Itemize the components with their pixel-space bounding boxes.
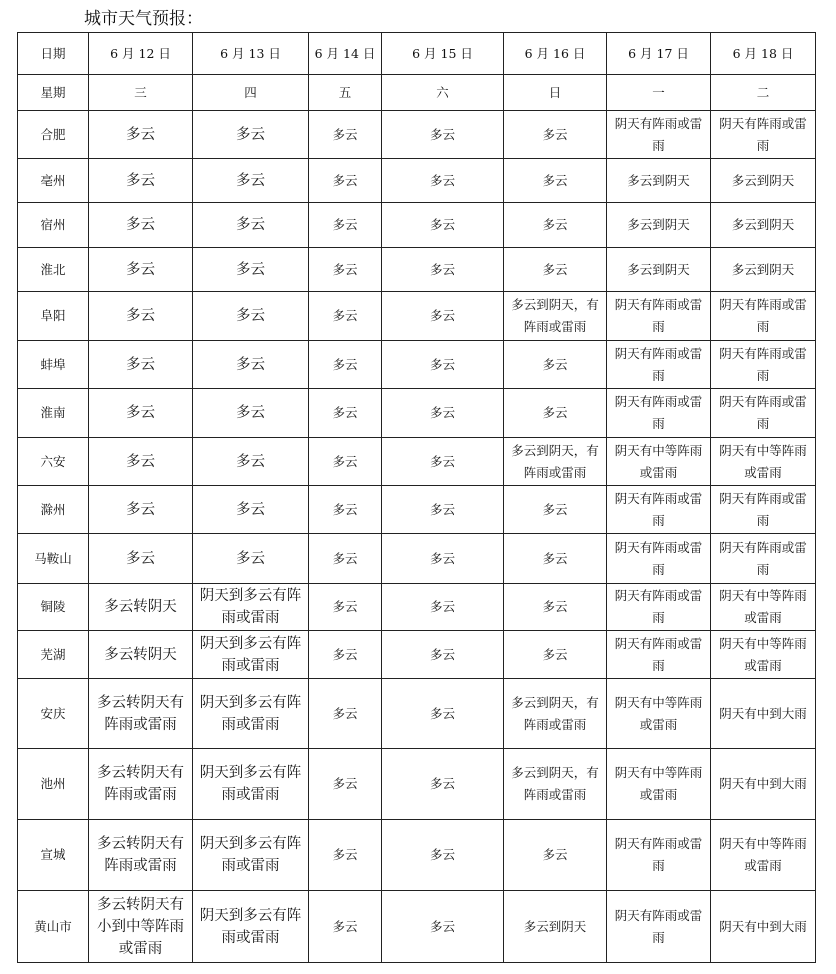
forecast-cell-d17: 阴天有中等阵雨或雷雨	[607, 438, 711, 486]
forecast-cell-d12: 多云转阴天	[89, 631, 193, 679]
forecast-cell-d18: 多云到阴天	[711, 159, 816, 203]
forecast-cell-d12: 多云	[89, 248, 193, 292]
forecast-cell-d16: 多云到阴天，有阵雨或雷雨	[504, 749, 607, 820]
city-name-cell: 阜阳	[18, 292, 89, 341]
forecast-cell-d12: 多云	[89, 292, 193, 341]
table-row	[18, 438, 816, 486]
city-name-cell: 合肥	[18, 111, 89, 159]
forecast-cell-d15: 多云	[382, 389, 504, 438]
forecast-cell-d18: 阴天有中等阵雨或雷雨	[711, 584, 816, 631]
forecast-cell-d18: 多云到阴天	[711, 248, 816, 292]
forecast-cell-d12: 多云	[89, 341, 193, 389]
forecast-cell-d16: 多云	[504, 389, 607, 438]
forecast-cell-d12: 多云转阴天有小到中等阵雨或雷雨	[89, 891, 193, 963]
forecast-cell-d14: 多云	[309, 631, 382, 679]
table-row	[18, 486, 816, 534]
forecast-cell-d18: 多云到阴天	[711, 203, 816, 248]
forecast-cell-d14: 多云	[309, 584, 382, 631]
forecast-cell-d14: 多云	[309, 248, 382, 292]
forecast-cell-d14: 多云	[309, 486, 382, 534]
city-name-cell: 宣城	[18, 820, 89, 891]
forecast-cell-d16: 多云	[504, 159, 607, 203]
forecast-cell-d13: 多云	[193, 203, 309, 248]
table-row	[18, 891, 816, 963]
weather-forecast-table	[17, 32, 816, 963]
forecast-cell-d17: 阴天有中等阵雨或雷雨	[607, 679, 711, 749]
forecast-cell-d17: 多云到阴天	[607, 203, 711, 248]
forecast-cell-d13: 阴天到多云有阵雨或雷雨	[193, 679, 309, 749]
table-row	[18, 749, 816, 820]
forecast-cell-d12: 多云	[89, 534, 193, 584]
forecast-cell-d16: 多云	[504, 631, 607, 679]
table-row	[18, 584, 816, 631]
forecast-cell-d16: 多云到阴天，有阵雨或雷雨	[504, 679, 607, 749]
forecast-cell-d13: 多云	[193, 438, 309, 486]
forecast-cell-d14: 多云	[309, 111, 382, 159]
table-row	[18, 820, 816, 891]
table-row	[18, 631, 816, 679]
forecast-cell-d13: 多云	[193, 248, 309, 292]
forecast-cell-d18: 阴天有中到大雨	[711, 891, 816, 963]
forecast-cell-d16: 多云	[504, 341, 607, 389]
forecast-cell-d13: 多云	[193, 341, 309, 389]
forecast-cell-d13: 多云	[193, 389, 309, 438]
forecast-cell-d18: 阴天有中等阵雨或雷雨	[711, 438, 816, 486]
forecast-cell-d14: 多云	[309, 534, 382, 584]
page-title: 城市天气预报：	[84, 9, 203, 29]
header-row-dates	[18, 33, 816, 75]
table-row	[18, 389, 816, 438]
city-name-cell: 安庆	[18, 679, 89, 749]
forecast-cell-d17: 阴天有阵雨或雷雨	[607, 111, 711, 159]
table-row	[18, 534, 816, 584]
header-cell-weekday: 五	[309, 75, 382, 111]
header-cell-weekday: 二	[711, 75, 816, 111]
city-name-cell: 滁州	[18, 486, 89, 534]
forecast-cell-d12: 多云	[89, 159, 193, 203]
forecast-cell-d12: 多云	[89, 438, 193, 486]
forecast-cell-d12: 多云转阴天	[89, 584, 193, 631]
forecast-cell-d16: 多云	[504, 486, 607, 534]
forecast-cell-d15: 多云	[382, 486, 504, 534]
forecast-cell-d16: 多云到阴天	[504, 891, 607, 963]
header-cell-date: 6 月 13 日	[193, 33, 309, 75]
table-row	[18, 292, 816, 341]
city-name-cell: 淮南	[18, 389, 89, 438]
forecast-cell-d15: 多云	[382, 159, 504, 203]
forecast-cell-d16: 多云	[504, 111, 607, 159]
forecast-cell-d14: 多云	[309, 820, 382, 891]
header-cell-weekday: 日	[504, 75, 607, 111]
forecast-cell-d15: 多云	[382, 341, 504, 389]
forecast-cell-d15: 多云	[382, 292, 504, 341]
table-row	[18, 111, 816, 159]
table-row	[18, 203, 816, 248]
forecast-cell-d18: 阴天有阵雨或雷雨	[711, 292, 816, 341]
header-cell-weekday: 一	[607, 75, 711, 111]
forecast-cell-d12: 多云转阴天有阵雨或雷雨	[89, 749, 193, 820]
forecast-cell-d17: 阴天有阵雨或雷雨	[607, 820, 711, 891]
forecast-cell-d13: 阴天到多云有阵雨或雷雨	[193, 820, 309, 891]
forecast-cell-d17: 阴天有阵雨或雷雨	[607, 891, 711, 963]
forecast-cell-d14: 多云	[309, 438, 382, 486]
city-name-cell: 六安	[18, 438, 89, 486]
forecast-cell-d17: 阴天有阵雨或雷雨	[607, 534, 711, 584]
header-cell-date: 6 月 18 日	[711, 33, 816, 75]
forecast-cell-d16: 多云	[504, 534, 607, 584]
city-name-cell: 亳州	[18, 159, 89, 203]
forecast-cell-d17: 阴天有中等阵雨或雷雨	[607, 749, 711, 820]
header-row-weekdays	[18, 75, 816, 111]
forecast-cell-d16: 多云	[504, 584, 607, 631]
forecast-cell-d13: 阴天到多云有阵雨或雷雨	[193, 891, 309, 963]
forecast-cell-d16: 多云到阴天，有阵雨或雷雨	[504, 292, 607, 341]
forecast-cell-d17: 阴天有阵雨或雷雨	[607, 389, 711, 438]
forecast-cell-d13: 多云	[193, 486, 309, 534]
forecast-cell-d18: 阴天有阵雨或雷雨	[711, 534, 816, 584]
forecast-cell-d14: 多云	[309, 159, 382, 203]
forecast-cell-d15: 多云	[382, 891, 504, 963]
forecast-cell-d14: 多云	[309, 292, 382, 341]
table-row	[18, 341, 816, 389]
forecast-cell-d18: 阴天有中到大雨	[711, 749, 816, 820]
forecast-cell-d13: 阴天到多云有阵雨或雷雨	[193, 584, 309, 631]
forecast-cell-d15: 多云	[382, 203, 504, 248]
forecast-cell-d17: 阴天有阵雨或雷雨	[607, 584, 711, 631]
forecast-cell-d15: 多云	[382, 631, 504, 679]
forecast-cell-d17: 阴天有阵雨或雷雨	[607, 341, 711, 389]
forecast-cell-d17: 阴天有阵雨或雷雨	[607, 292, 711, 341]
forecast-cell-d17: 阴天有阵雨或雷雨	[607, 486, 711, 534]
forecast-cell-d18: 阴天有中等阵雨或雷雨	[711, 631, 816, 679]
header-cell-weekday: 四	[193, 75, 309, 111]
forecast-table-body	[18, 33, 816, 963]
city-name-cell: 马鞍山	[18, 534, 89, 584]
city-name-cell: 淮北	[18, 248, 89, 292]
city-name-cell: 铜陵	[18, 584, 89, 631]
forecast-cell-d14: 多云	[309, 679, 382, 749]
city-name-cell: 池州	[18, 749, 89, 820]
forecast-cell-d15: 多云	[382, 248, 504, 292]
forecast-cell-d15: 多云	[382, 749, 504, 820]
header-cell-date: 6 月 16 日	[504, 33, 607, 75]
forecast-cell-d15: 多云	[382, 111, 504, 159]
forecast-cell-d13: 阴天到多云有阵雨或雷雨	[193, 749, 309, 820]
forecast-cell-d14: 多云	[309, 389, 382, 438]
forecast-cell-d15: 多云	[382, 438, 504, 486]
header-cell-date: 6 月 12 日	[89, 33, 193, 75]
forecast-cell-d14: 多云	[309, 203, 382, 248]
forecast-cell-d16: 多云	[504, 820, 607, 891]
city-name-cell: 宿州	[18, 203, 89, 248]
forecast-cell-d13: 多云	[193, 159, 309, 203]
forecast-cell-d12: 多云转阴天有阵雨或雷雨	[89, 820, 193, 891]
forecast-cell-d12: 多云	[89, 203, 193, 248]
forecast-cell-d16: 多云	[504, 203, 607, 248]
forecast-cell-d18: 阴天有中到大雨	[711, 679, 816, 749]
forecast-cell-d15: 多云	[382, 584, 504, 631]
header-cell-weekday-label: 星期	[18, 75, 89, 111]
table-row	[18, 248, 816, 292]
forecast-cell-d17: 多云到阴天	[607, 248, 711, 292]
city-name-cell: 黄山市	[18, 891, 89, 963]
header-cell-weekday: 六	[382, 75, 504, 111]
forecast-cell-d15: 多云	[382, 679, 504, 749]
header-cell-date-label: 日期	[18, 33, 89, 75]
header-cell-date: 6 月 17 日	[607, 33, 711, 75]
forecast-cell-d12: 多云	[89, 389, 193, 438]
forecast-cell-d18: 阴天有阵雨或雷雨	[711, 341, 816, 389]
forecast-cell-d13: 多云	[193, 292, 309, 341]
forecast-cell-d16: 多云	[504, 248, 607, 292]
city-name-cell: 蚌埠	[18, 341, 89, 389]
table-row	[18, 159, 816, 203]
header-cell-weekday: 三	[89, 75, 193, 111]
forecast-cell-d16: 多云到阴天，有阵雨或雷雨	[504, 438, 607, 486]
forecast-cell-d18: 阴天有阵雨或雷雨	[711, 111, 816, 159]
city-name-cell: 芜湖	[18, 631, 89, 679]
forecast-cell-d12: 多云	[89, 486, 193, 534]
forecast-cell-d14: 多云	[309, 891, 382, 963]
forecast-cell-d14: 多云	[309, 341, 382, 389]
forecast-cell-d18: 阴天有中等阵雨或雷雨	[711, 820, 816, 891]
forecast-cell-d13: 多云	[193, 111, 309, 159]
forecast-cell-d13: 阴天到多云有阵雨或雷雨	[193, 631, 309, 679]
forecast-cell-d18: 阴天有阵雨或雷雨	[711, 486, 816, 534]
forecast-cell-d17: 阴天有阵雨或雷雨	[607, 631, 711, 679]
forecast-cell-d15: 多云	[382, 534, 504, 584]
table-row	[18, 679, 816, 749]
forecast-cell-d13: 多云	[193, 534, 309, 584]
forecast-cell-d14: 多云	[309, 749, 382, 820]
forecast-cell-d18: 阴天有阵雨或雷雨	[711, 389, 816, 438]
forecast-cell-d12: 多云	[89, 111, 193, 159]
header-cell-date: 6 月 14 日	[309, 33, 382, 75]
forecast-cell-d12: 多云转阴天有阵雨或雷雨	[89, 679, 193, 749]
forecast-cell-d17: 多云到阴天	[607, 159, 711, 203]
header-cell-date: 6 月 15 日	[382, 33, 504, 75]
forecast-cell-d15: 多云	[382, 820, 504, 891]
